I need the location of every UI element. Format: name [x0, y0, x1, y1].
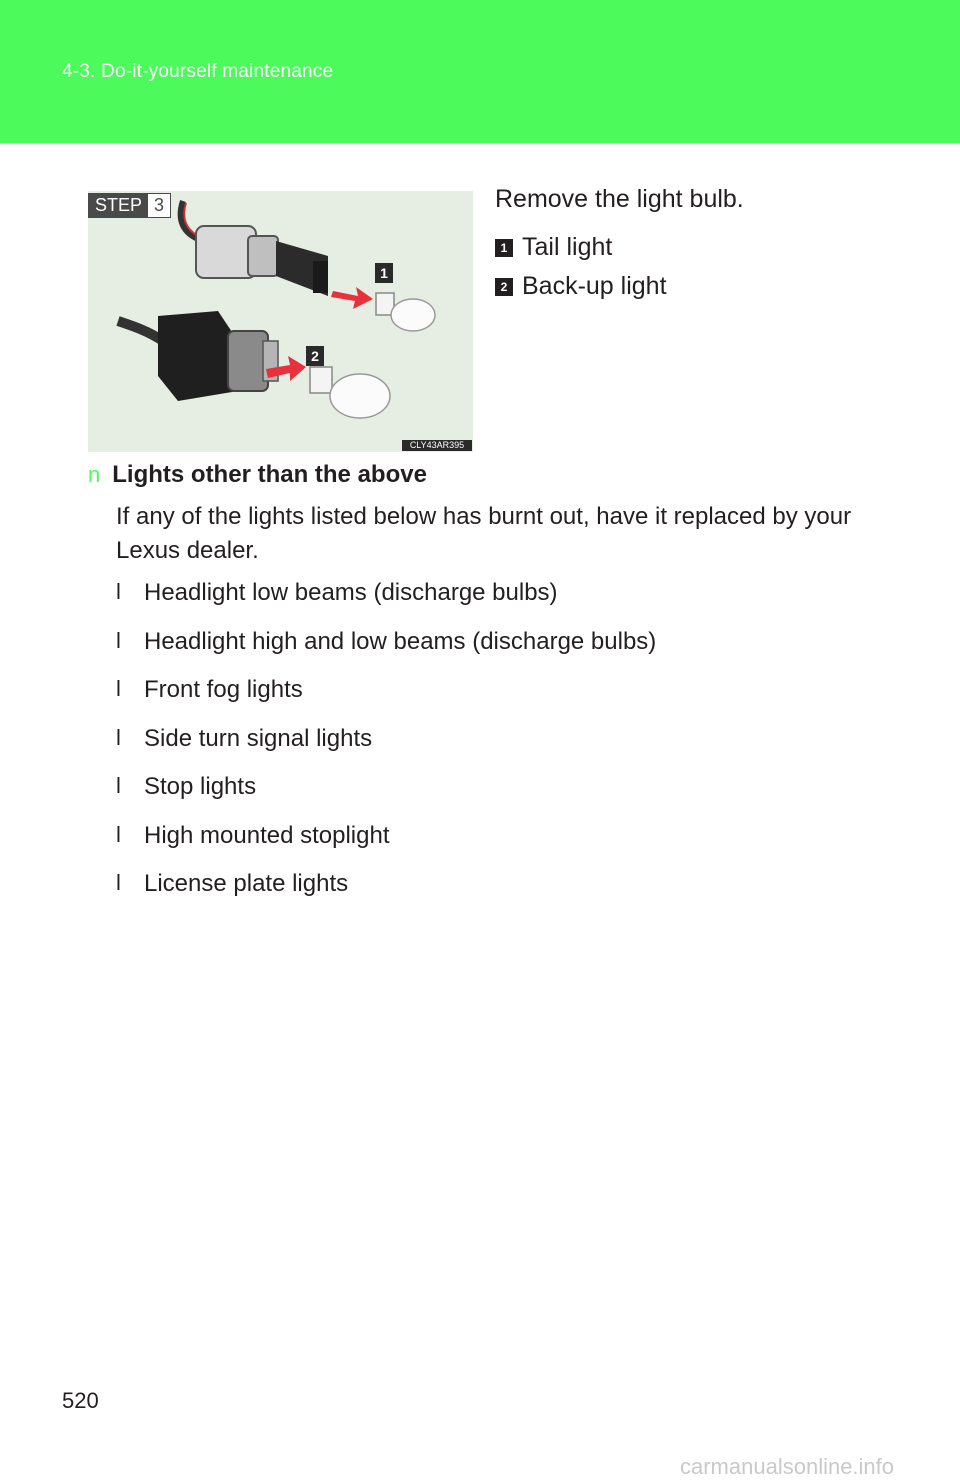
list-item-text: High mounted stoplight: [144, 821, 390, 849]
list-item: [116, 870, 656, 919]
step-label: STEP: [89, 194, 148, 217]
bulb-sockets-drawing: [88, 191, 473, 452]
back-up-light-bulb: [310, 367, 390, 418]
list-item: [116, 628, 656, 677]
list-item: [116, 725, 656, 774]
section-title: 4-3. Do-it-yourself maintenance: [62, 61, 334, 82]
list-item-text: License plate lights: [144, 870, 349, 897]
list-marker: l: [116, 724, 121, 750]
lights-list: [116, 579, 656, 919]
page-header: [0, 0, 960, 143]
list-item-text: Stop lights: [144, 773, 257, 800]
legend-label: Tail light: [522, 233, 613, 261]
list-item-text: Side turn signal lights: [144, 724, 373, 752]
list-item-text: Headlight low beams (discharge bulbs): [144, 579, 558, 606]
bulb-removal-illustration: [88, 191, 473, 452]
legend-number-1: 1: [495, 239, 513, 257]
legend-item-back-up-light: [495, 272, 667, 301]
instruction-text: Remove the light bulb.: [495, 185, 744, 213]
heading-bullet: n: [88, 462, 101, 487]
list-item-text: Headlight high and low beams (discharge bulbs): [144, 627, 657, 655]
callout-2: 2: [311, 348, 319, 364]
step-number: 3: [154, 195, 165, 215]
list-marker: l: [116, 870, 121, 895]
tail-light-socket: [196, 226, 328, 296]
tail-light-bulb: [376, 293, 435, 331]
heading-text: Lights other than the above: [112, 461, 427, 488]
back-up-light-socket: [158, 311, 278, 401]
step-badge: [88, 193, 171, 218]
list-marker: l: [116, 676, 121, 701]
section-paragraph: If any of the lights listed below has burnt out, have it replaced by your Lexus dealer.: [116, 503, 852, 564]
list-marker: l: [116, 773, 121, 798]
list-item: [116, 579, 656, 628]
figure-code: CLY43AR395: [402, 440, 472, 451]
list-item: [116, 676, 656, 725]
watermark: carmanualsonline.info: [680, 1454, 895, 1479]
list-marker: l: [116, 579, 121, 604]
page-number: 520: [62, 1388, 99, 1413]
list-marker: l: [116, 821, 121, 847]
legend-number-2: 2: [495, 278, 513, 296]
legend-label: Back-up light: [522, 272, 667, 300]
list-marker: l: [116, 627, 121, 653]
legend-item-tail-light: [495, 233, 612, 262]
list-item: [116, 773, 656, 822]
section-heading: [88, 461, 427, 489]
list-item-text: Front fog lights: [144, 676, 303, 703]
list-item: [116, 822, 656, 871]
callout-1: 1: [380, 265, 388, 281]
